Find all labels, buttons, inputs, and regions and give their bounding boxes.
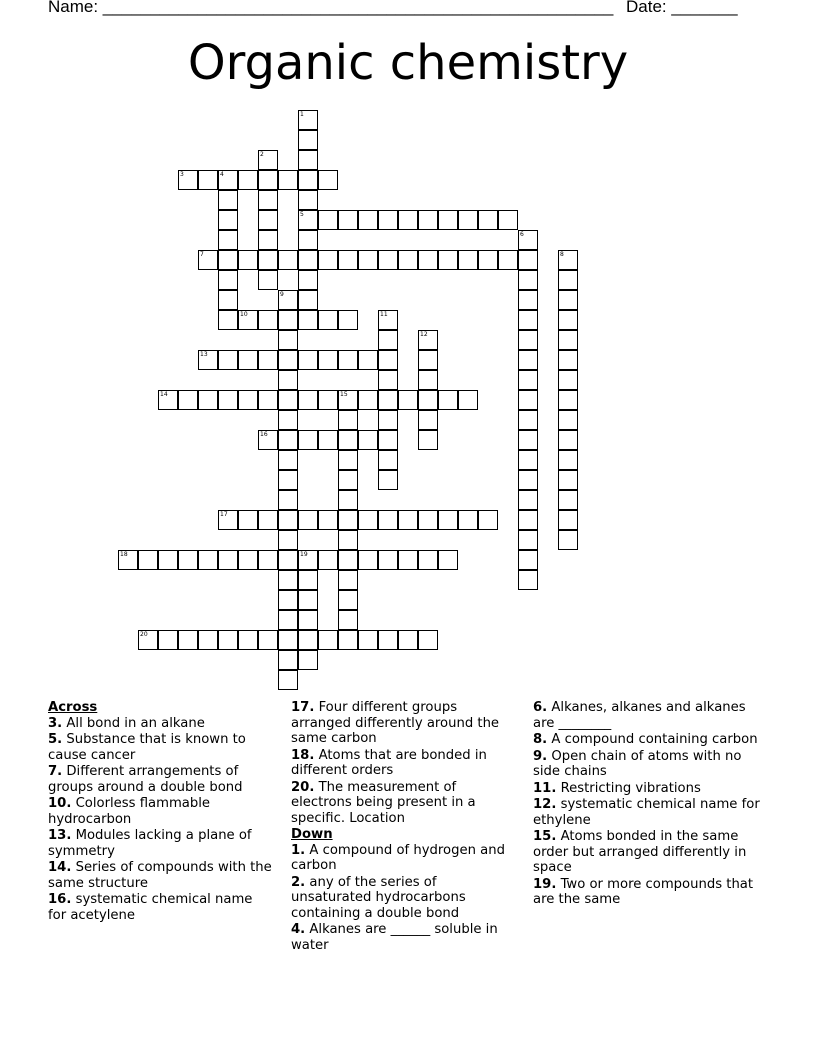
clue-number: 18. bbox=[291, 747, 315, 763]
clue-text: Alkanes, alkanes and alkanes are ________ bbox=[533, 700, 746, 731]
crossword-cell[interactable] bbox=[278, 530, 298, 550]
clue-text: systematic chemical name for ethylene bbox=[533, 797, 760, 828]
clue-number: 6 bbox=[520, 231, 524, 238]
crossword-cell[interactable] bbox=[318, 170, 338, 190]
crossword-cell[interactable] bbox=[218, 190, 238, 210]
crossword-cell[interactable] bbox=[418, 430, 438, 450]
crossword-cell[interactable] bbox=[358, 510, 378, 530]
crossword-cell[interactable] bbox=[518, 550, 538, 570]
crossword-cell[interactable] bbox=[378, 550, 398, 570]
clue-item bbox=[48, 732, 273, 763]
crossword-cell[interactable] bbox=[318, 510, 338, 530]
crossword-cell[interactable] bbox=[398, 550, 418, 570]
crossword-cell[interactable] bbox=[378, 350, 398, 370]
crossword-cell[interactable] bbox=[238, 390, 258, 410]
crossword-cell[interactable] bbox=[278, 650, 298, 670]
crossword-cell[interactable] bbox=[298, 150, 318, 170]
crossword-cell[interactable] bbox=[198, 170, 218, 190]
clue-item bbox=[48, 860, 273, 891]
name-field[interactable]: Name: ______________________________________________________ bbox=[48, 0, 614, 16]
crossword-cell[interactable] bbox=[218, 350, 238, 370]
crossword-cell[interactable] bbox=[158, 550, 178, 570]
crossword-cell[interactable] bbox=[378, 310, 398, 330]
crossword-cell[interactable] bbox=[558, 350, 578, 370]
clue-number: 4 bbox=[220, 171, 224, 178]
crossword-cell[interactable] bbox=[338, 310, 358, 330]
crossword-cell[interactable] bbox=[278, 390, 298, 410]
crossword-cell[interactable] bbox=[338, 490, 358, 510]
crossword-cell[interactable] bbox=[298, 430, 318, 450]
clue-text: Alkanes are ______ soluble in water bbox=[291, 922, 498, 953]
crossword-cell[interactable] bbox=[278, 670, 298, 690]
crossword-cell[interactable] bbox=[338, 610, 358, 630]
crossword-cell[interactable] bbox=[518, 490, 538, 510]
clue-number: 14 bbox=[160, 391, 168, 398]
crossword-cell[interactable] bbox=[278, 610, 298, 630]
crossword-cell[interactable] bbox=[338, 530, 358, 550]
clue-number: 1 bbox=[300, 111, 304, 118]
crossword-cell[interactable] bbox=[218, 390, 238, 410]
crossword-cell[interactable] bbox=[218, 210, 238, 230]
crossword-cell[interactable] bbox=[338, 630, 358, 650]
clue-text: Substance that is known to cause cancer bbox=[48, 732, 246, 763]
crossword-cell[interactable] bbox=[378, 210, 398, 230]
clue-item bbox=[291, 922, 516, 953]
crossword-cell[interactable] bbox=[358, 430, 378, 450]
crossword-cell[interactable] bbox=[418, 370, 438, 390]
crossword-cell[interactable] bbox=[558, 370, 578, 390]
crossword-cell[interactable] bbox=[558, 490, 578, 510]
clue-text: Modules lacking a plane of symmetry bbox=[48, 828, 252, 859]
crossword-cell[interactable] bbox=[458, 250, 478, 270]
crossword-cell[interactable] bbox=[258, 430, 278, 450]
crossword-cell[interactable] bbox=[138, 550, 158, 570]
crossword-cell[interactable] bbox=[338, 590, 358, 610]
crossword-cell[interactable] bbox=[178, 170, 198, 190]
crossword-cell[interactable] bbox=[378, 390, 398, 410]
crossword-cell[interactable] bbox=[358, 350, 378, 370]
crossword-cell[interactable] bbox=[498, 250, 518, 270]
clue-text: any of the series of unsaturated hydrocarbons containing a double bond bbox=[291, 874, 466, 921]
crossword-cell[interactable] bbox=[518, 350, 538, 370]
crossword-cell[interactable] bbox=[278, 410, 298, 430]
crossword-cell[interactable] bbox=[338, 410, 358, 430]
clues-column-2 bbox=[291, 700, 516, 954]
crossword-cell[interactable] bbox=[258, 170, 278, 190]
crossword-cell[interactable] bbox=[198, 550, 218, 570]
clue-item bbox=[48, 716, 273, 732]
clue-item bbox=[48, 828, 273, 859]
clue-number: 9. bbox=[533, 748, 548, 764]
clue-item bbox=[291, 700, 516, 747]
clues-column-3 bbox=[533, 700, 768, 909]
clue-text: The measurement of electrons being present in a specific. Location bbox=[291, 779, 476, 826]
clue-number: 5. bbox=[48, 732, 63, 747]
crossword-cell[interactable] bbox=[278, 490, 298, 510]
clue-text: Four different groups arranged differently around the same carbon bbox=[291, 700, 500, 746]
clue-number: 18 bbox=[120, 551, 128, 558]
crossword-cell[interactable] bbox=[298, 290, 318, 310]
crossword-cell[interactable] bbox=[398, 510, 418, 530]
clue-number: 13. bbox=[48, 828, 72, 843]
clue-number: 20 bbox=[140, 631, 148, 638]
crossword-cell[interactable] bbox=[518, 410, 538, 430]
crossword-cell[interactable] bbox=[558, 290, 578, 310]
crossword-cell[interactable] bbox=[378, 450, 398, 470]
clue-text: Colorless flammable hydrocarbon bbox=[48, 796, 211, 827]
crossword-cell[interactable] bbox=[278, 310, 298, 330]
crossword-cell[interactable] bbox=[258, 350, 278, 370]
crossword-cell[interactable] bbox=[318, 210, 338, 230]
crossword-cell[interactable] bbox=[258, 510, 278, 530]
crossword-cell[interactable] bbox=[278, 350, 298, 370]
crossword-cell[interactable] bbox=[258, 150, 278, 170]
crossword-cell[interactable] bbox=[198, 350, 218, 370]
crossword-cell[interactable] bbox=[558, 410, 578, 430]
crossword-cell[interactable] bbox=[338, 450, 358, 470]
crossword-cell[interactable] bbox=[298, 390, 318, 410]
crossword-cell[interactable] bbox=[358, 390, 378, 410]
clue-number: 11. bbox=[533, 780, 557, 796]
crossword-cell[interactable] bbox=[418, 250, 438, 270]
crossword-cell[interactable] bbox=[338, 570, 358, 590]
crossword-cell[interactable] bbox=[498, 210, 518, 230]
clue-text: A compound of hydrogen and carbon bbox=[291, 842, 505, 873]
crossword-cell[interactable] bbox=[378, 510, 398, 530]
crossword-cell[interactable] bbox=[518, 510, 538, 530]
crossword-cell[interactable] bbox=[378, 330, 398, 350]
crossword-cell[interactable] bbox=[218, 270, 238, 290]
crossword-cell[interactable] bbox=[238, 310, 258, 330]
crossword-cell[interactable] bbox=[418, 210, 438, 230]
crossword-cell[interactable] bbox=[338, 510, 358, 530]
crossword-cell[interactable] bbox=[298, 170, 318, 190]
crossword-cell[interactable] bbox=[318, 350, 338, 370]
clue-number: 10 bbox=[240, 311, 248, 318]
crossword-cell[interactable] bbox=[298, 550, 318, 570]
crossword-cell[interactable] bbox=[178, 390, 198, 410]
crossword-cell[interactable] bbox=[558, 250, 578, 270]
clue-number: 16 bbox=[260, 431, 268, 438]
crossword-cell[interactable] bbox=[218, 290, 238, 310]
crossword-cell[interactable] bbox=[258, 310, 278, 330]
clue-number: 17 bbox=[220, 511, 228, 518]
crossword-cell[interactable] bbox=[318, 250, 338, 270]
clue-number: 3. bbox=[48, 715, 63, 731]
clue-number: 20. bbox=[291, 779, 315, 795]
crossword-cell[interactable] bbox=[258, 390, 278, 410]
crossword-cell[interactable] bbox=[298, 590, 318, 610]
crossword-cell[interactable] bbox=[298, 190, 318, 210]
clue-number: 8. bbox=[533, 732, 548, 747]
crossword-cell[interactable] bbox=[158, 390, 178, 410]
crossword-cell[interactable] bbox=[118, 550, 138, 570]
crossword-cell[interactable] bbox=[238, 510, 258, 530]
clue-item bbox=[533, 781, 768, 797]
crossword-cell[interactable] bbox=[338, 430, 358, 450]
crossword-cell[interactable] bbox=[398, 250, 418, 270]
clue-number: 2. bbox=[291, 874, 306, 890]
crossword-cell[interactable] bbox=[398, 390, 418, 410]
crossword-cell[interactable] bbox=[318, 550, 338, 570]
crossword-cell[interactable] bbox=[518, 390, 538, 410]
crossword-cell[interactable] bbox=[278, 430, 298, 450]
crossword-cell[interactable] bbox=[518, 250, 538, 270]
crossword-cell[interactable] bbox=[378, 470, 398, 490]
crossword-cell[interactable] bbox=[518, 230, 538, 250]
crossword-cell[interactable] bbox=[418, 330, 438, 350]
clue-section-title: Across bbox=[48, 700, 98, 715]
crossword-cell[interactable] bbox=[558, 470, 578, 490]
crossword-cell[interactable] bbox=[478, 510, 498, 530]
crossword-cell[interactable] bbox=[438, 210, 458, 230]
clue-number: 10. bbox=[48, 796, 72, 811]
crossword-cell[interactable] bbox=[358, 550, 378, 570]
clue-item bbox=[533, 749, 768, 780]
clue-item bbox=[291, 875, 516, 922]
clue-section-title: Down bbox=[291, 827, 333, 842]
crossword-cell[interactable] bbox=[438, 510, 458, 530]
crossword-cell[interactable] bbox=[298, 610, 318, 630]
crossword-cell[interactable] bbox=[258, 230, 278, 250]
crossword-cell[interactable] bbox=[298, 310, 318, 330]
crossword-cell[interactable] bbox=[378, 630, 398, 650]
clue-item bbox=[533, 797, 768, 828]
crossword-cell[interactable] bbox=[298, 210, 318, 230]
clue-item bbox=[48, 796, 273, 827]
crossword-cell[interactable] bbox=[418, 410, 438, 430]
crossword-cell[interactable] bbox=[398, 630, 418, 650]
crossword-cell[interactable] bbox=[418, 550, 438, 570]
crossword-cell[interactable] bbox=[378, 410, 398, 430]
crossword-cell[interactable] bbox=[558, 450, 578, 470]
crossword-cell[interactable] bbox=[318, 430, 338, 450]
crossword-cell[interactable] bbox=[558, 270, 578, 290]
clue-number: 15 bbox=[340, 391, 348, 398]
crossword-cell[interactable] bbox=[478, 210, 498, 230]
clue-number: 5 bbox=[300, 211, 304, 218]
crossword-cell[interactable] bbox=[298, 630, 318, 650]
clue-number: 12. bbox=[533, 797, 557, 812]
crossword-cell[interactable] bbox=[518, 270, 538, 290]
crossword-cell[interactable] bbox=[518, 450, 538, 470]
crossword-cell[interactable] bbox=[458, 390, 478, 410]
clue-number: 11 bbox=[380, 311, 388, 318]
crossword-cell[interactable] bbox=[478, 250, 498, 270]
crossword-cell[interactable] bbox=[518, 370, 538, 390]
clue-text: Atoms that are bonded in different orders bbox=[291, 747, 487, 778]
crossword-cell[interactable] bbox=[298, 350, 318, 370]
crossword-cell[interactable] bbox=[218, 510, 238, 530]
crossword-cell[interactable] bbox=[238, 170, 258, 190]
clue-text: Restricting vibrations bbox=[556, 780, 701, 796]
crossword-cell[interactable] bbox=[518, 290, 538, 310]
crossword-cell[interactable] bbox=[278, 370, 298, 390]
crossword-cell[interactable] bbox=[238, 250, 258, 270]
crossword-cell[interactable] bbox=[558, 390, 578, 410]
date-field[interactable]: Date: _______ bbox=[626, 0, 738, 16]
crossword-cell[interactable] bbox=[338, 550, 358, 570]
crossword-cell[interactable] bbox=[318, 390, 338, 410]
crossword-cell[interactable] bbox=[558, 310, 578, 330]
crossword-cell[interactable] bbox=[318, 630, 338, 650]
crossword-cell[interactable] bbox=[278, 630, 298, 650]
crossword-cell[interactable] bbox=[358, 210, 378, 230]
crossword-cell[interactable] bbox=[338, 470, 358, 490]
crossword-cell[interactable] bbox=[178, 550, 198, 570]
clue-number: 8 bbox=[560, 251, 564, 258]
clue-text: Series of compounds with the same structure bbox=[48, 860, 272, 891]
crossword-cell[interactable] bbox=[258, 250, 278, 270]
crossword-cell[interactable] bbox=[558, 430, 578, 450]
clue-text: All bond in an alkane bbox=[62, 715, 205, 731]
crossword-cell[interactable] bbox=[358, 250, 378, 270]
clue-item bbox=[533, 877, 768, 908]
crossword-cell[interactable] bbox=[378, 370, 398, 390]
clue-number: 13 bbox=[200, 351, 208, 358]
crossword-cell[interactable] bbox=[278, 450, 298, 470]
crossword-cell[interactable] bbox=[298, 650, 318, 670]
clues-column-1 bbox=[48, 700, 273, 924]
clue-text: Different arrangements of groups around a double bond bbox=[48, 764, 243, 795]
crossword-cell[interactable] bbox=[218, 630, 238, 650]
clue-number: 6. bbox=[533, 700, 548, 715]
clue-number: 19 bbox=[300, 551, 308, 558]
crossword-cell[interactable] bbox=[558, 330, 578, 350]
clue-item bbox=[533, 732, 768, 748]
crossword-cell[interactable] bbox=[298, 110, 318, 130]
crossword-cell[interactable] bbox=[218, 310, 238, 330]
clue-item bbox=[533, 829, 768, 876]
crossword-cell[interactable] bbox=[558, 510, 578, 530]
crossword-cell[interactable] bbox=[138, 630, 158, 650]
clue-number: 9 bbox=[280, 291, 284, 298]
crossword-cell[interactable] bbox=[518, 470, 538, 490]
crossword-cell[interactable] bbox=[298, 270, 318, 290]
clue-number: 4. bbox=[291, 922, 306, 937]
crossword-cell[interactable] bbox=[358, 630, 378, 650]
clue-item bbox=[291, 748, 516, 779]
clue-item bbox=[48, 764, 273, 795]
clue-number: 1. bbox=[291, 842, 306, 858]
crossword-cell[interactable] bbox=[298, 250, 318, 270]
clue-item bbox=[48, 892, 273, 923]
clue-number: 3 bbox=[180, 171, 184, 178]
crossword-cell[interactable] bbox=[318, 310, 338, 330]
crossword-cell[interactable] bbox=[378, 430, 398, 450]
crossword-cell[interactable] bbox=[298, 570, 318, 590]
crossword-cell[interactable] bbox=[518, 530, 538, 550]
crossword-cell[interactable] bbox=[258, 210, 278, 230]
clue-item bbox=[533, 700, 768, 731]
clue-number: 12 bbox=[420, 331, 428, 338]
crossword-cell[interactable] bbox=[338, 390, 358, 410]
crossword-cell[interactable] bbox=[338, 350, 358, 370]
crossword-cell[interactable] bbox=[278, 510, 298, 530]
crossword-cell[interactable] bbox=[518, 330, 538, 350]
crossword-cell[interactable] bbox=[278, 290, 298, 310]
clue-text: A compound containing carbon bbox=[547, 732, 758, 747]
crossword-cell[interactable] bbox=[278, 590, 298, 610]
clue-number: 16. bbox=[48, 892, 72, 907]
crossword-cell[interactable] bbox=[258, 270, 278, 290]
crossword-cell[interactable] bbox=[298, 130, 318, 150]
crossword-cell[interactable] bbox=[218, 170, 238, 190]
crossword-cell[interactable] bbox=[518, 570, 538, 590]
crossword-cell[interactable] bbox=[238, 630, 258, 650]
crossword-cell[interactable] bbox=[278, 570, 298, 590]
crossword-cell[interactable] bbox=[438, 250, 458, 270]
crossword-cell[interactable] bbox=[278, 330, 298, 350]
crossword-cell[interactable] bbox=[198, 630, 218, 650]
crossword-cell[interactable] bbox=[158, 630, 178, 650]
clue-item bbox=[291, 780, 516, 827]
crossword-cell[interactable] bbox=[558, 530, 578, 550]
crossword-cell[interactable] bbox=[238, 550, 258, 570]
crossword-cell[interactable] bbox=[338, 250, 358, 270]
crossword-cell[interactable] bbox=[278, 470, 298, 490]
crossword-cell[interactable] bbox=[298, 510, 318, 530]
crossword-cell[interactable] bbox=[518, 310, 538, 330]
clue-number: 15. bbox=[533, 829, 557, 844]
crossword-cell[interactable] bbox=[458, 210, 478, 230]
crossword-cell[interactable] bbox=[418, 350, 438, 370]
crossword-cell[interactable] bbox=[438, 390, 458, 410]
clue-number: 7. bbox=[48, 764, 63, 779]
clue-text: systematic chemical name for acetylene bbox=[48, 892, 253, 923]
crossword-cell[interactable] bbox=[518, 430, 538, 450]
clue-text: Open chain of atoms with no side chains bbox=[533, 748, 742, 779]
crossword-cell[interactable] bbox=[178, 630, 198, 650]
crossword-cell[interactable] bbox=[338, 210, 358, 230]
crossword-cell[interactable] bbox=[198, 250, 218, 270]
crossword-cell[interactable] bbox=[218, 550, 238, 570]
crossword-cell[interactable] bbox=[438, 550, 458, 570]
crossword-cell[interactable] bbox=[198, 390, 218, 410]
page-title: Organic chemistry bbox=[187, 35, 629, 91]
crossword-cell[interactable] bbox=[258, 630, 278, 650]
clue-number: 17. bbox=[291, 700, 315, 715]
crossword-cell[interactable] bbox=[278, 170, 298, 190]
crossword-cell[interactable] bbox=[418, 510, 438, 530]
clue-number: 2 bbox=[260, 151, 264, 158]
crossword-cell[interactable] bbox=[218, 250, 238, 270]
crossword-cell[interactable] bbox=[298, 230, 318, 250]
crossword-cell[interactable] bbox=[258, 550, 278, 570]
clue-text: Two or more compounds that are the same bbox=[533, 876, 754, 907]
clue-number: 7 bbox=[200, 251, 204, 258]
crossword-cell[interactable] bbox=[278, 550, 298, 570]
crossword-cell[interactable] bbox=[458, 510, 478, 530]
crossword-cell[interactable] bbox=[398, 210, 418, 230]
clue-text: Atoms bonded in the same order but arranged differently in space bbox=[533, 829, 747, 875]
clue-number: 14. bbox=[48, 860, 72, 875]
crossword-cell[interactable] bbox=[418, 390, 438, 410]
clue-number: 19. bbox=[533, 876, 557, 892]
crossword-cell[interactable] bbox=[278, 250, 298, 270]
crossword-cell[interactable] bbox=[418, 630, 438, 650]
crossword-cell[interactable] bbox=[218, 230, 238, 250]
crossword-cell[interactable] bbox=[238, 350, 258, 370]
clue-item bbox=[291, 843, 516, 874]
crossword-cell[interactable] bbox=[258, 190, 278, 210]
crossword-cell[interactable] bbox=[378, 250, 398, 270]
